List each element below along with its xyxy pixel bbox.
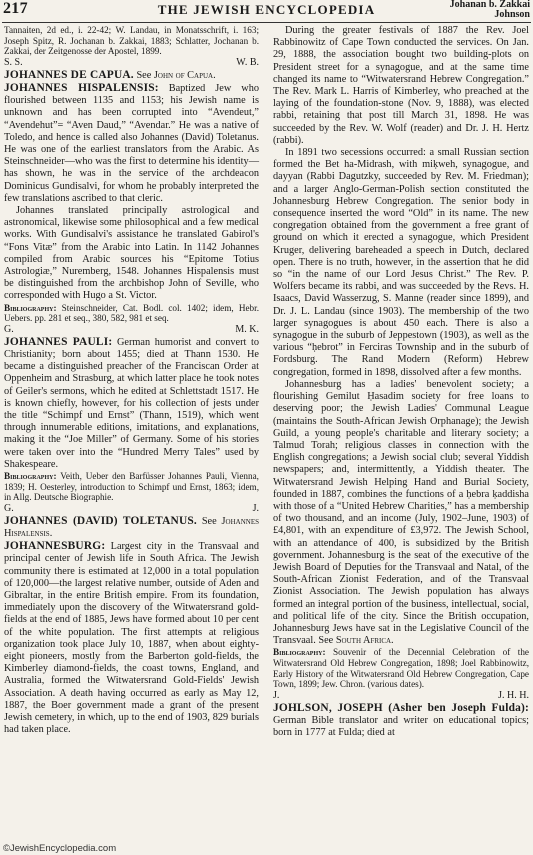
bibliography (4, 471, 259, 503)
signature-left: G. (4, 502, 14, 514)
signature-line (4, 324, 259, 335)
cross-reference-link[interactable]: Johannes Hispalensis. (4, 515, 259, 540)
running-topic-first: Johanan b. Zakkai (449, 0, 530, 10)
right-column (273, 25, 529, 739)
entry-title: JOHANNES HISPALENSIS: (4, 81, 159, 94)
signature-right: J. (252, 502, 259, 514)
entry-title: JOHLSON, JOSEPH (Asher ben Joseph Fulda): (273, 701, 529, 714)
article-toletanus (4, 515, 259, 540)
article-johlson (273, 702, 529, 740)
see-label: See (201, 515, 217, 527)
signature-line (273, 690, 529, 701)
article-paragraph: Johannes translated principally astrological and astronomical, likewise some philosophical and a few medical works. With Gundisalvi's assistance he translated Gabirol's “Fons Vitæ” from the Arabic into Latin. In 1142 Johannes compiled from Arabic sources his “Epitome Totius Astrologiæ,” Nuremberg, 1548. Johannes Hispalensis must be distinguished from the archbishop John of Seville, who corresponded with Hugo a St. Victor. (4, 205, 259, 302)
signature-right: J. H. H. (498, 689, 529, 701)
article-pauli (4, 336, 259, 471)
signature-line (4, 503, 259, 514)
signature-left: J. (273, 689, 280, 701)
left-column (4, 25, 259, 737)
article-paragraph: During the greater festivals of 1887 the Rev. Joel Rabbinowitz of Cape Town conducted the services. On Jan. 29, 1888, the association bought two building-plots on President street for a synagogue, and at the same time changed its name to “Witwatersrand Hebrew Congregation.” The Rev. Mark L. Harris of Kimberley, who preached at the laying of the foundation-stone (Nov. 9, 1888), was elected rabbi, retaining that post till March 31, 1898. He was succeeded by the Rev. W. Wolf (reader) and Dr. J. H. Hertz (rabbi). (273, 25, 529, 146)
bibliography (273, 647, 529, 689)
page-header (0, 0, 533, 24)
entry-title: JOHANNES PAULI: (4, 335, 113, 348)
source-watermark: ©JewishEncyclopedia.com (3, 843, 117, 854)
article-text: Largest city in the Transvaal and principal center of Jewish life in South Africa. The Jewish community there is estimated at 12,000 in a total population of 120,000—the largest relative number, outside of Aden and Gibraltar, in the entire British empire. From its foundation, immediately upon the discovery of the Witwatersrand gold-fields at the end of 1885, Jews have formed about 10 per cent of the white population. The first attempts at religious organization took place July 10, 1887, when about eighty-eight pioneers, mostly from the Barberton gold-fields, the Kimberley diamond-fields, the coast towns, England, and Australia, formed the Witwatersrand Gold-Fields' Jewish Association. A death having occurred as early as May 12, 1887, the Boer government made a grant of the present Jewish cemetery, in which, up to the end of 1903, 829 burials had taken place. (4, 541, 259, 736)
bibliography-label: Bibliography: (4, 471, 57, 482)
article-paragraph (273, 379, 529, 647)
signature-right: W. B. (236, 56, 259, 68)
running-title: THE JEWISH ENCYCLOPEDIA (157, 2, 376, 17)
bibliography-text: Souvenir of the Decennial Celebration of the Witwatersrand Old Hebrew Congregation, 1898; Joel Rabbinowitz, Early History of the Witwatersrand Old Hebrew Congregation, Cape Town, 1899; Jew. Chron. (various dates). (273, 647, 530, 690)
page-number: 217 (3, 0, 28, 17)
article-paragraph: In 1891 two secessions occurred: a small Russian section formed the Bet ha-Midrash, with miḳweh, synagogue, and dayyan (Rabbi Dagutzky, succeeded by Rev. M. Friedman); and a larger Anglo-German-Polish section constituted the Johannesburg Hebrew Congregation. The senior body in consequence inserted the word “Old” in its name. The new congregation obtained from the government a free grant of ground on which it erected a synagogue, which President Kruger, delivering bareheaded a speech in Dutch, declared open. There is no truth, however, in the assertion that he did so “in the name of our Lord Jesus Christ.” The Rev. P. Wolfers became its rabbi, and was succeeded by the Revs. H. Isaacs, David Wasserzug, S. Manne (reader since 1899), and Dr. J. L. Landau (since 1903). The membership of the two larger synagogues is about 450 each. There is also a synagogue in the suburb of Jeppestown (1903), as well as the various “ḥebrot” in Ferciras Township and in the suburb of Fordsburg. The Rand Modern (Reform) Hebrew congregation, formed in 1898, dissolved after a few months. (273, 147, 529, 378)
bibliography-text: Veith, Ueber den Barfüsser Johannes Pauli, Vienna, 1839; H. Oesterley, introduction to Schimpf und Ernst, 1863; idem, in Allg. Deutsche Biographie. (4, 471, 259, 503)
bibliography (4, 303, 259, 324)
article-text: German humorist and convert to Christianity; born about 1455; died at Thann 1530. He became a distinguished preacher of the Franciscan Order at Oppenheim and Strasburg, at which latter place he took notes of Geiler's sermons, which he edited at Schlettstadt 1517. He is known chiefly, however, for his collection of jests under the title “Schimpf und Ernst” (Thann, 1519), which went through innumerable editions, imitations, and explanations, making it the “Joe Miller” of Germany. Some of his stories were taken over into the “Hundred Merry Tales” used by Shakespeare. (4, 336, 260, 470)
entry-title: JOHANNES (DAVID) TOLETANUS. (4, 514, 197, 527)
signature-right: M. K. (235, 323, 259, 335)
signature-left: G. (4, 323, 14, 335)
signature-left: S. S. (4, 56, 23, 68)
bibliography-text: Steinschneider, Cat. Bodl. col. 1402; idem, Hebr. Uebers. pp. 281 et seq., 380, 582, 981 et seq. (4, 302, 259, 324)
article-capua (4, 69, 259, 82)
see-label: See (136, 69, 152, 81)
entry-title: JOHANNESBURG: (4, 540, 106, 553)
running-topic-last: Johnson (494, 9, 530, 20)
cross-reference-link[interactable]: John of Capua. (153, 69, 216, 81)
bibliography-label: Bibliography: (273, 647, 326, 658)
signature-line (4, 57, 259, 68)
continued-bibliography: Tannaiten, 2d ed., i. 22-42; W. Landau, in Monatsschrift, i. 163; Joseph Spitz, R. Jochanan b. Zakkai, 1883; Schlatter, Jochanan b. Zakkai, der Zeitgenosse der Apostel, 1899. (4, 25, 259, 57)
article-johannesburg (4, 540, 259, 736)
cross-reference-link[interactable]: South Africa. (335, 635, 394, 647)
article-text: Baptized Jew who flourished between 1135 and 1153; his Jewish name is unknown and has been corrupted into “Avendeut,” “Avendehut”= “Aven Daud,” “Avendar.” He was a native of Toledo, and hence is called also Johannes (David) Toletanus. He was one of the earliest translators from the Arabic. As Steinschneider—who was the first to determine his identity—has shown, he was in the service of the archdeacon Dominicus Gundisalvi, for whom he probably interpreted the few translations ascribed to that cleric. (4, 82, 259, 204)
article-hispalensis (4, 82, 259, 205)
entry-title: JOHANNES DE CAPUA. (4, 68, 134, 81)
header-rule (2, 22, 531, 23)
running-topics (450, 0, 530, 20)
article-text: Johannesburg has a ladies' benevolent society; a flourishing Gemilut Ḥasadim society for free loans to deserving poor; the Jewish Ladies' Communal League (maintains the South-African Jewish Orphanage); the Jewish Guild, a young people's charitable and literary society; a Talmud Torah; religious classes in connection with the English congregations; a Jewish social club; several Yiddish newspapers; and, intermittently, a Yiddish theater. The Witwatersrand Jewish Helping Hand and Burial Society, founded in 1887, combines the functions of a ḥebra ḳaddisha with those of a “United Hebrew Charities,” has a membership of two thousand, and an income (July, 1902–June, 1903) of £4,801, with an expenditure of £3,972. The Jewish School, with an attendance of 400, is subsidized by the British government. Johannesburg is the seat of the executive of the Jewish Board of Deputies for the Transvaal and Natal, of the South-African Zionist Federation, and of the Transvaal Zionist Association. The Jewish population has always formed an integral portion of the business, intellectual, social, and political life of the city. Since the British occupation, Johannesburg Jews have sat in the Legislative Council of the Transvaal. See (273, 378, 529, 647)
article-text: German Bible translator and writer on educational topics; born in 1777 at Fulda; died at (273, 714, 529, 739)
bibliography-label: Bibliography: (4, 302, 57, 313)
